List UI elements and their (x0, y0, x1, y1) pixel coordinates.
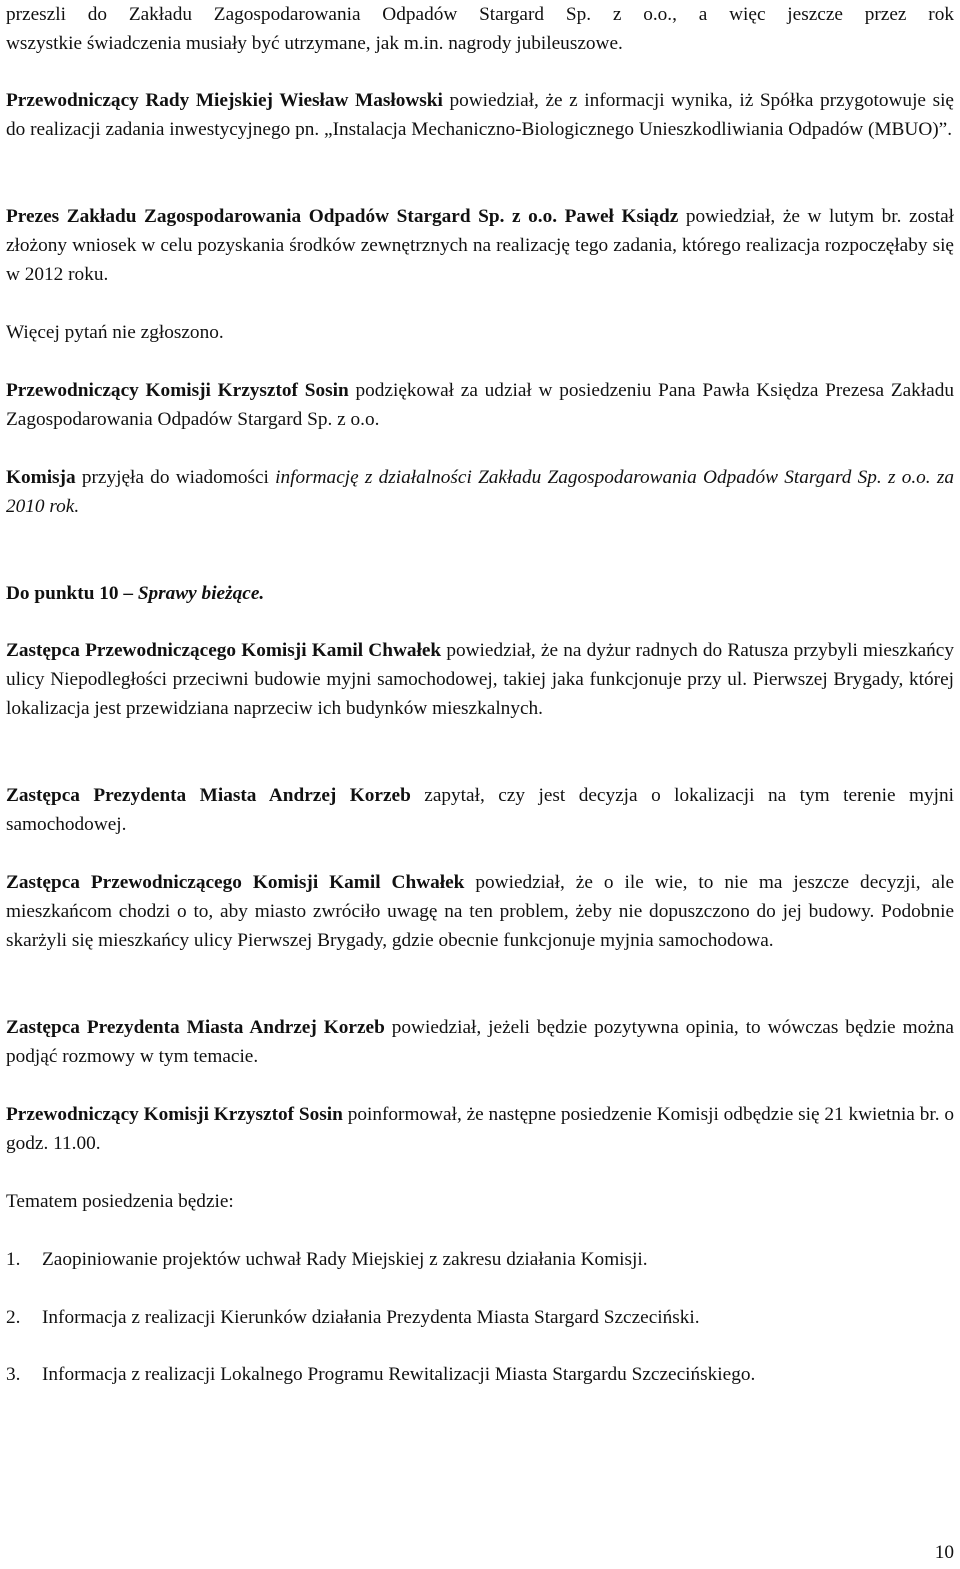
agenda-item-text: Zaopiniowanie projektów uchwał Rady Miejskiej z zakresu działania Komisji. (42, 1249, 648, 1270)
paragraph-chwalek-1 (6, 636, 954, 724)
paragraph-text: podziękował za udział w posiedzeniu Pana Pawła Księdza Prezesa Zakładu Zagospodarowania Odpadów Stargard Sp. z o.o. (6, 380, 954, 431)
agenda-item-number: 2. (6, 1307, 21, 1328)
speaker-name: Przewodniczący Komisji Krzysztof Sosin (6, 1104, 343, 1125)
agenda-item-text: Informacja z realizacji Lokalnego Programu Rewitalizacji Miasta Stargardu Szczecińskiego. (42, 1364, 756, 1385)
agenda-item-text: Informacja z realizacji Kierunków działania Prezydenta Miasta Stargard Szczeciński. (42, 1307, 700, 1328)
paragraph-sosin-2 (6, 1100, 954, 1158)
speaker-name: Przewodniczący Komisji Krzysztof Sosin (6, 380, 349, 401)
section-heading (6, 579, 954, 608)
commission-subject: Komisja (6, 467, 76, 488)
continuation-line-1: przeszli do Zakładu Zagospodarowania Odpadów Stargard Sp. z o.o., a więc jeszcze przez rok (6, 4, 954, 25)
paragraph-text: powiedział, jeżeli będzie pozytywna opinia, to wówczas będzie można podjąć rozmowy w tym temacie. (6, 1017, 954, 1068)
paragraph-text: zapytał, czy jest decyzja o lokalizacji na tym terenie myjni samochodowej. (6, 785, 954, 836)
paragraph-commission (6, 463, 954, 521)
paragraph-text: powiedział, że z informacji wynika, iż Spółka przygotowuje się do realizacji zadania inwestycyjnego pn. „Instalacja Mechaniczno-Biologicznego Unieszkodliwiania Odpadów (MBUO)”. (6, 90, 954, 141)
paragraph-text: powiedział, że w lutym br. został złożony wniosek w celu pozyskania środków zewnętrznych na realizację tego zadania, którego realizacja rozpoczęłaby się w 2012 roku. (6, 206, 954, 286)
paragraph-thanks (6, 376, 954, 434)
agenda-item-number: 1. (6, 1249, 21, 1270)
speaker-name: Przewodniczący Rady Miejskiej Wiesław Masłowski (6, 90, 443, 111)
paragraph-no-questions: Więcej pytań nie zgłoszono. (6, 322, 224, 343)
page-number: 10 (934, 1542, 954, 1563)
speaker-name: Zastępca Przewodniczącego Komisji Kamil Chwałek (6, 872, 465, 893)
section-heading-title: Sprawy bieżące. (137, 583, 265, 604)
paragraph-text: poinformował, że następne posiedzenie Komisji odbędzie się 21 kwietnia br. o godz. 11.00. (6, 1104, 954, 1155)
agenda-item-number: 3. (6, 1364, 21, 1385)
speaker-name: Zastępca Prezydenta Miasta Andrzej Korzeb (6, 785, 411, 806)
speaker-name: Zastępca Przewodniczącego Komisji Kamil Chwałek (6, 640, 442, 661)
paragraph-text: powiedział, że na dyżur radnych do Ratusza przybyli mieszkańcy ulicy Niepodległości przeciwni budowie myjni samochodowej, takiej jaka funkcjonuje przy ul. Pierwszej Brygady, której lokalizacja jest przewidziana naprzeciw ich budynków mieszkalnych. (6, 640, 955, 720)
continuation-line-2: wszystkie świadczenia musiały być utrzymane, jak m.in. nagrody jubileuszowe. (6, 33, 623, 54)
paragraph-korzeb-1 (6, 781, 954, 839)
paragraph-topic: Tematem posiedzenia będzie: (6, 1191, 234, 1212)
paragraph-text: przyjęła do wiadomości (75, 467, 276, 488)
speaker-name: Prezes Zakładu Zagospodarowania Odpadów Stargard Sp. z o.o. Paweł Ksiądz (6, 206, 679, 227)
paragraph-mbuo (6, 86, 954, 144)
paragraph-italic-text: informację z działalności Zakładu Zagospodarowania Odpadów Stargard Sp. z o.o. za 2010 rok. (6, 467, 954, 518)
paragraph-korzeb-2 (6, 1013, 954, 1071)
paragraph-prezes (6, 202, 954, 290)
section-heading-label: Do punktu 10 – (6, 583, 138, 604)
speaker-name: Zastępca Prezydenta Miasta Andrzej Korzeb (6, 1017, 385, 1038)
paragraph-text: powiedział, że o ile wie, to nie ma jeszcze decyzji, ale mieszkańcom chodzi o to, aby miasto zwróciło uwagę na ten problem, żeby nie dopuszczono do jej budowy. Podobnie skarżyli się mieszkańcy ulicy Pierwszej Brygady, gdzie obecnie funkcjonuje myjnia samochodowa. (6, 872, 955, 952)
paragraph-chwalek-2 (6, 868, 954, 956)
